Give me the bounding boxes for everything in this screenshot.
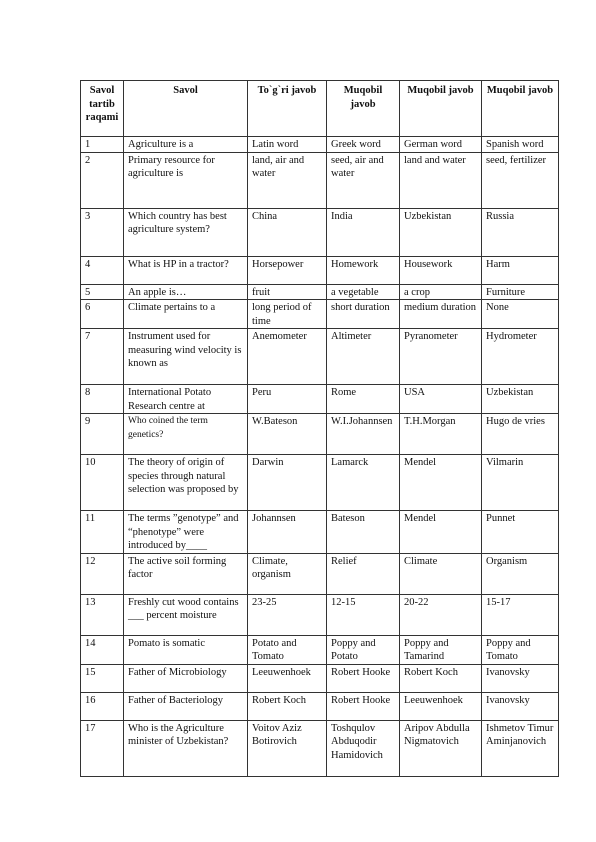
- cell-alt-answer-3: Ishmetov Timur Aminjanovich: [482, 720, 559, 776]
- cell-number: 6: [81, 300, 124, 329]
- cell-alt-answer-1: W.I.Johannsen: [327, 414, 400, 455]
- cell-correct-answer: Darwin: [248, 455, 327, 511]
- header-alternative-answer-3: Muqobil javob: [482, 81, 559, 137]
- cell-alt-answer-3: Ivanovsky: [482, 664, 559, 692]
- cell-alt-answer-3: Ivanovsky: [482, 692, 559, 720]
- cell-alt-answer-2: T.H.Morgan: [400, 414, 482, 455]
- cell-alt-answer-1: Lamarck: [327, 455, 400, 511]
- cell-correct-answer: Leeuwenhoek: [248, 664, 327, 692]
- cell-alt-answer-2: Mendel: [400, 455, 482, 511]
- cell-alt-answer-1: Altimeter: [327, 329, 400, 385]
- cell-alt-answer-3: seed, fertilizer: [482, 152, 559, 208]
- cell-alt-answer-1: India: [327, 208, 400, 256]
- cell-question: The active soil forming factor: [124, 553, 248, 594]
- cell-correct-answer: land, air and water: [248, 152, 327, 208]
- cell-number: 16: [81, 692, 124, 720]
- cell-question: Primary resource for agriculture is: [124, 152, 248, 208]
- cell-number: 17: [81, 720, 124, 776]
- cell-alt-answer-3: Poppy and Tomato: [482, 635, 559, 664]
- cell-number: 2: [81, 152, 124, 208]
- cell-alt-answer-3: Russia: [482, 208, 559, 256]
- cell-question: An apple is…: [124, 284, 248, 300]
- cell-alt-answer-3: Furniture: [482, 284, 559, 300]
- cell-alt-answer-2: 20-22: [400, 594, 482, 635]
- cell-alt-answer-1: Toshqulov Abduqodir Hamidovich: [327, 720, 400, 776]
- cell-alt-answer-2: Uzbekistan: [400, 208, 482, 256]
- cell-alt-answer-2: a crop: [400, 284, 482, 300]
- header-alternative-answer-2: Muqobil javob: [400, 81, 482, 137]
- cell-number: 9: [81, 414, 124, 455]
- cell-correct-answer: Horsepower: [248, 256, 327, 284]
- cell-question: Father of Bacteriology: [124, 692, 248, 720]
- cell-number: 1: [81, 137, 124, 153]
- cell-alt-answer-3: Hugo de vries: [482, 414, 559, 455]
- cell-correct-answer: Anemometer: [248, 329, 327, 385]
- cell-alt-answer-1: Homework: [327, 256, 400, 284]
- cell-alt-answer-2: medium duration: [400, 300, 482, 329]
- cell-correct-answer: China: [248, 208, 327, 256]
- table-row: [81, 284, 559, 300]
- cell-question: Father of Microbiology: [124, 664, 248, 692]
- table-row: [81, 455, 559, 511]
- cell-alt-answer-1: Robert Hooke: [327, 692, 400, 720]
- cell-alt-answer-2: Pyranometer: [400, 329, 482, 385]
- table-row: [81, 414, 559, 455]
- cell-number: 5: [81, 284, 124, 300]
- cell-number: 11: [81, 511, 124, 554]
- cell-number: 4: [81, 256, 124, 284]
- table-row: [81, 511, 559, 554]
- header-correct-answer: To`g`ri javob: [248, 81, 327, 137]
- table-row: [81, 137, 559, 153]
- cell-correct-answer: Potato and Tomato: [248, 635, 327, 664]
- cell-question: The terms ”genotype” and “phenotype” were introduced by____: [124, 511, 248, 554]
- table-row: [81, 329, 559, 385]
- table-row: [81, 152, 559, 208]
- cell-number: 15: [81, 664, 124, 692]
- table-row: [81, 720, 559, 776]
- cell-correct-answer: Peru: [248, 385, 327, 414]
- cell-correct-answer: Robert Koch: [248, 692, 327, 720]
- cell-alt-answer-2: Mendel: [400, 511, 482, 554]
- cell-correct-answer: Johannsen: [248, 511, 327, 554]
- cell-alt-answer-2: Climate: [400, 553, 482, 594]
- cell-question: The theory of origin of species through natural selection was proposed by: [124, 455, 248, 511]
- cell-alt-answer-2: Housework: [400, 256, 482, 284]
- quiz-table: [80, 80, 559, 777]
- table-row: [81, 664, 559, 692]
- cell-correct-answer: fruit: [248, 284, 327, 300]
- cell-question: Freshly cut wood contains ___ percent moisture: [124, 594, 248, 635]
- cell-alt-answer-1: Relief: [327, 553, 400, 594]
- cell-alt-answer-3: Vilmarin: [482, 455, 559, 511]
- cell-alt-answer-3: Organism: [482, 553, 559, 594]
- cell-number: 10: [81, 455, 124, 511]
- cell-alt-answer-2: Leeuwenhoek: [400, 692, 482, 720]
- cell-alt-answer-2: German word: [400, 137, 482, 153]
- cell-alt-answer-1: seed, air and water: [327, 152, 400, 208]
- cell-number: 13: [81, 594, 124, 635]
- table-header-row: [81, 81, 559, 137]
- cell-question: Who coined the term genetics?: [124, 414, 248, 455]
- cell-alt-answer-1: 12-15: [327, 594, 400, 635]
- header-question-number: Savol tartib raqami: [81, 81, 124, 137]
- cell-alt-answer-3: Hydrometer: [482, 329, 559, 385]
- cell-number: 12: [81, 553, 124, 594]
- table-row: [81, 594, 559, 635]
- header-question: Savol: [124, 81, 248, 137]
- table-row: [81, 385, 559, 414]
- table-row: [81, 635, 559, 664]
- cell-alt-answer-2: USA: [400, 385, 482, 414]
- cell-alt-answer-1: Rome: [327, 385, 400, 414]
- cell-alt-answer-1: Bateson: [327, 511, 400, 554]
- cell-alt-answer-3: Harm: [482, 256, 559, 284]
- cell-alt-answer-1: a vegetable: [327, 284, 400, 300]
- cell-question: Climate pertains to a: [124, 300, 248, 329]
- table-row: [81, 208, 559, 256]
- cell-correct-answer: Latin word: [248, 137, 327, 153]
- cell-alt-answer-1: Poppy and Potato: [327, 635, 400, 664]
- table-row: [81, 553, 559, 594]
- header-alternative-answer-1: Muqobil javob: [327, 81, 400, 137]
- cell-question: Who is the Agriculture minister of Uzbekistan?: [124, 720, 248, 776]
- cell-correct-answer: 23-25: [248, 594, 327, 635]
- cell-number: 14: [81, 635, 124, 664]
- cell-question: International Potato Research centre at: [124, 385, 248, 414]
- cell-number: 7: [81, 329, 124, 385]
- cell-question: What is HP in a tractor?: [124, 256, 248, 284]
- cell-alt-answer-2: Robert Koch: [400, 664, 482, 692]
- cell-question: Which country has best agriculture system?: [124, 208, 248, 256]
- cell-correct-answer: Climate, organism: [248, 553, 327, 594]
- table-row: [81, 300, 559, 329]
- cell-number: 3: [81, 208, 124, 256]
- table-row: [81, 692, 559, 720]
- cell-alt-answer-3: Uzbekistan: [482, 385, 559, 414]
- cell-alt-answer-2: land and water: [400, 152, 482, 208]
- cell-alt-answer-3: Spanish word: [482, 137, 559, 153]
- cell-alt-answer-3: None: [482, 300, 559, 329]
- table-row: [81, 256, 559, 284]
- document-page: [80, 80, 558, 777]
- cell-alt-answer-3: Punnet: [482, 511, 559, 554]
- cell-alt-answer-1: Greek word: [327, 137, 400, 153]
- cell-number: 8: [81, 385, 124, 414]
- cell-question: Agriculture is a: [124, 137, 248, 153]
- cell-correct-answer: long period of time: [248, 300, 327, 329]
- cell-question: Pomato is somatic: [124, 635, 248, 664]
- cell-alt-answer-1: Robert Hooke: [327, 664, 400, 692]
- cell-alt-answer-2: Aripov Abdulla Nigmatovich: [400, 720, 482, 776]
- cell-question: Instrument used for measuring wind velocity is known as: [124, 329, 248, 385]
- table-body: [81, 137, 559, 777]
- cell-alt-answer-2: Poppy and Tamarind: [400, 635, 482, 664]
- cell-correct-answer: W.Bateson: [248, 414, 327, 455]
- cell-alt-answer-3: 15-17: [482, 594, 559, 635]
- cell-correct-answer: Voitov Aziz Botirovich: [248, 720, 327, 776]
- cell-alt-answer-1: short duration: [327, 300, 400, 329]
